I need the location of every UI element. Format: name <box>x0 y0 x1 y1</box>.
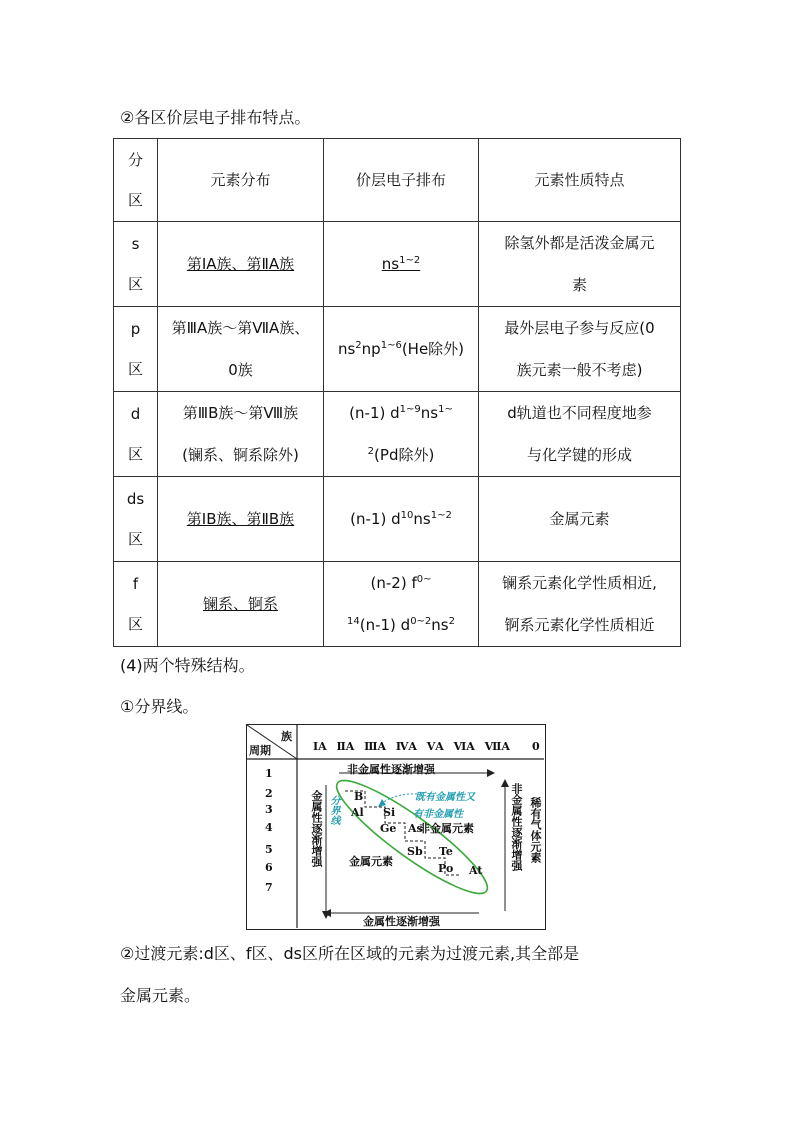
config-cell <box>324 222 479 307</box>
property-cell: d轨道也不同程度地参 与化学键的形成 <box>479 392 681 477</box>
period-label: 7 <box>265 881 273 894</box>
section-heading-special: (4)两个特殊结构。 <box>120 656 255 675</box>
config-text: (n-1) $d^{10}ns^{1\sim 2}$ <box>350 510 452 528</box>
transition-text-line1: ②过渡元素:d区、f区、ds区所在区域的元素为过渡元素,其全部是 <box>120 944 580 963</box>
property-cell: 最外层电子参与反应(0 族元素一般不考虑) <box>479 307 681 392</box>
header-zone: 分 区 <box>114 139 158 222</box>
both-properties-label-1: 既有金属性又 <box>415 792 475 803</box>
both-properties-label-2: 有非金属性 <box>413 809 463 820</box>
table-row <box>114 477 681 562</box>
bottom-arrow-label: 金属性逐渐增强 <box>363 915 440 928</box>
metal-label: 金属元素 <box>349 855 393 868</box>
zone-cell: ds 区 <box>114 477 158 562</box>
block-electron-config-table <box>113 138 681 647</box>
zone-cell: d 区 <box>114 392 158 477</box>
config-cell <box>324 562 479 647</box>
left-arrow-label: 金属性逐渐增强 <box>310 790 323 867</box>
noble-gas-label: 稀有气体元素 <box>529 797 542 863</box>
period-label: 3 <box>265 803 273 816</box>
period-label: 4 <box>265 821 273 834</box>
element-at: At <box>469 864 483 877</box>
boundary-line-figure <box>246 724 546 930</box>
config-cell <box>324 392 479 477</box>
config-text: (n-2) $f^{0\sim}$ $^{14}$(n-1) $d^{0\sim 2}ns^2$ <box>346 574 455 634</box>
element-al: Al <box>351 806 364 819</box>
config-text: (n-1) $d^{1\sim 9}ns^{1\sim}$ $^2$(Pd除外) <box>349 404 453 464</box>
element-ge: Ge <box>380 822 397 835</box>
property-cell: 镧系元素化学性质相近, 锕系元素化学性质相近 <box>479 562 681 647</box>
property-cell: 金属元素 <box>479 477 681 562</box>
element-sb: Sb <box>407 845 423 858</box>
right-arrow-label: 非金属性逐渐增强 <box>510 783 523 871</box>
table-row <box>114 307 681 392</box>
element-b: B <box>354 790 364 803</box>
transition-text-line2: 金属元素。 <box>120 986 201 1005</box>
section-heading-boundary: ①分界线。 <box>120 697 199 716</box>
period-label: 5 <box>265 843 273 856</box>
table-header-row <box>114 139 681 222</box>
property-cell: 除氢外都是活泼金属元 素 <box>479 222 681 307</box>
group-labels: ⅠA ⅡA ⅢA ⅣA ⅤA ⅥA ⅦA <box>313 740 510 753</box>
corner-group-label: 族 <box>281 730 292 743</box>
config-cell <box>324 307 479 392</box>
table-row <box>114 222 681 307</box>
distribution-cell: 第ⅠA族、第ⅡA族 <box>158 222 324 307</box>
period-label: 1 <box>265 767 273 780</box>
nonmetal-label: 非金属元素 <box>419 822 474 835</box>
config-text: $ns^{1\sim 2}$ <box>381 255 421 273</box>
zone-cell: p 区 <box>114 307 158 392</box>
corner-period-label: 周期 <box>249 744 271 757</box>
group-0-label: 0 <box>532 740 540 753</box>
table-row <box>114 562 681 647</box>
top-arrow-label: 非金属性逐渐增强 <box>347 763 435 776</box>
header-config: 价层电子排布 <box>324 139 479 222</box>
table-row <box>114 392 681 477</box>
header-properties: 元素性质特点 <box>479 139 681 222</box>
section-heading-electron-config: ②各区价层电子排布特点。 <box>120 108 311 127</box>
config-cell <box>324 477 479 562</box>
zone-cell: s 区 <box>114 222 158 307</box>
element-as: As <box>408 822 423 835</box>
period-label: 6 <box>265 861 273 874</box>
zone-cell: f 区 <box>114 562 158 647</box>
element-te: Te <box>439 845 453 858</box>
distribution-cell: 第ⅢA族～第ⅦA族、 0族 <box>158 307 324 392</box>
period-label: 2 <box>265 787 273 800</box>
header-distribution: 元素分布 <box>158 139 324 222</box>
distribution-cell: 第ⅠB族、第ⅡB族 <box>158 477 324 562</box>
element-po: Po <box>438 862 454 875</box>
distribution-cell: 镧系、锕系 <box>158 562 324 647</box>
config-text: $ns^2np^{1\sim 6}(He$除外) <box>337 340 465 358</box>
boundary-line-label: 分界线 <box>328 795 339 825</box>
distribution-cell: 第ⅢB族～第Ⅷ族 (镧系、锕系除外) <box>158 392 324 477</box>
element-si: Si <box>383 806 396 819</box>
